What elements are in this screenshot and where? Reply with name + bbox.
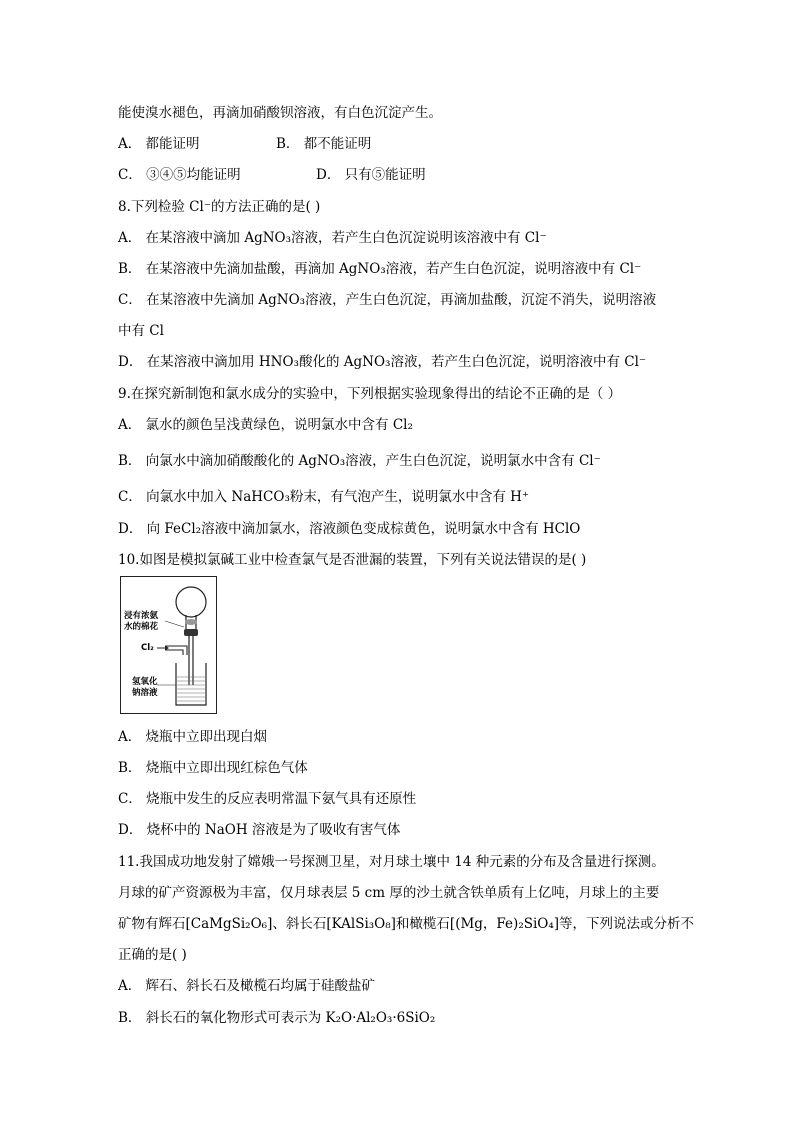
question-7-options-row-1 — [118, 135, 371, 153]
q8-option-a: A． 在某溶液中滴加 AgNO₃溶液，若产生白色沉淀说明该溶液中有 Cl⁻ — [118, 230, 547, 246]
q8-option-b: B． 在某溶液中先滴加盐酸，再滴加 AgNO₃溶液，若产生白色沉淀，说明溶液中有 Cl⁻ — [118, 261, 642, 277]
question-11-stem-line-3: 矿物有辉石[CaMgSi₂O₆]、斜长石[KAlSi₃O₈]和橄榄石[(Mg，Fe)₂SiO₄]等，下列说法或分析不 — [118, 916, 695, 932]
q9-option-c: C． 向氯水中加入 NaHCO₃粉末，有气泡产生，说明氯水中含有 H⁺ — [118, 489, 530, 505]
label-cl2: Cl₂ — [141, 643, 154, 653]
label-cotton-line-1: 浸有浓氨 — [124, 611, 159, 621]
cotton-leader-line — [165, 621, 184, 627]
q11-option-b: B． 斜长石的氧化物形式可表示为 K₂O·Al₂O₃·6SiO₂ — [118, 1010, 436, 1026]
q7-option-c: C． ③④⑤均能证明 — [118, 167, 241, 183]
stopper — [184, 629, 198, 636]
q8-option-d: D． 在某溶液中滴加用 HNO₃酸化的 AgNO₃溶液，若产生白色沉淀，说明溶液中有 Cl⁻ — [118, 354, 647, 370]
cotton-plug — [185, 619, 197, 625]
q10-option-c: C． 烧瓶中发生的反应表明常温下氨气具有还原性 — [118, 791, 417, 807]
question-7-stem-end: 能使溴水褪色，再滴加硝酸钡溶液，有白色沉淀产生。 — [118, 105, 442, 121]
inlet-tube — [165, 646, 187, 655]
solution-hatching — [177, 677, 205, 701]
q10-option-d: D． 烧杯中的 NaOH 溶液是为了吸收有害气体 — [118, 822, 401, 838]
question-11-stem-line-2: 月球的矿产资源极为丰富，仅月球表层 5 cm 厚的沙土就含铁单质有上亿吨，月球上的主要 — [118, 885, 660, 901]
q9-option-d: D． 向 FeCl₂溶液中滴加氯水，溶液颜色变成棕黄色，说明氯水中含有 HClO — [118, 521, 581, 537]
question-10-stem: 10.如图是模拟氯碱工业中检查氯气是否泄漏的装置，下列有关说法错误的是( ) — [118, 552, 587, 568]
question-8-stem: 8.下列检验 Cl⁻的方法正确的是( ) — [118, 199, 321, 215]
q9-option-a: A． 氯水的颜色呈浅黄绿色，说明氯水中含有 Cl₂ — [118, 417, 413, 433]
q8-option-c-line-2: 中有 Cl — [118, 323, 164, 339]
q10-option-b: B． 烧瓶中立即出现红棕色气体 — [118, 760, 308, 776]
question-11-stem-line-1: 11.我国成功地发射了嫦娥一号探测卫星，对月球土壤中 14 种元素的分布及含量进行探测。 — [118, 854, 665, 870]
q7-option-b: B． 都不能证明 — [276, 136, 372, 152]
question-11-stem-line-4: 正确的是( ) — [118, 947, 187, 963]
label-cotton-line-2: 水的棉花 — [124, 622, 159, 632]
apparatus-figure — [120, 576, 217, 714]
q8-option-c-line-1: C． 在某溶液中先滴加 AgNO₃溶液，产生白色沉淀，再滴加盐酸，沉淀不消失，说明溶液 — [118, 292, 657, 308]
q7-option-a: A． 都能证明 — [118, 136, 200, 152]
label-naoh-line-1: 氢氧化 — [132, 677, 158, 687]
q10-option-a: A． 烧瓶中立即出现白烟 — [118, 729, 268, 745]
question-9-stem: 9.在探究新制饱和氯水成分的实验中，下列根据实验现象得出的结论不正确的是（ ） — [118, 386, 622, 402]
q11-option-a: A． 辉石、斜长石及橄榄石均属于硅酸盐矿 — [118, 978, 376, 994]
round-flask — [176, 587, 206, 617]
q9-option-b: B． 向氯水中滴加硝酸酸化的 AgNO₃溶液，产生白色沉淀，说明氯水中含有 Cl⁻ — [118, 453, 601, 469]
q7-option-d: D． 只有⑤能证明 — [316, 167, 426, 183]
label-naoh-line-2: 钠溶液 — [132, 688, 158, 698]
beaker — [176, 663, 206, 705]
question-7-options-row-2 — [118, 166, 426, 184]
